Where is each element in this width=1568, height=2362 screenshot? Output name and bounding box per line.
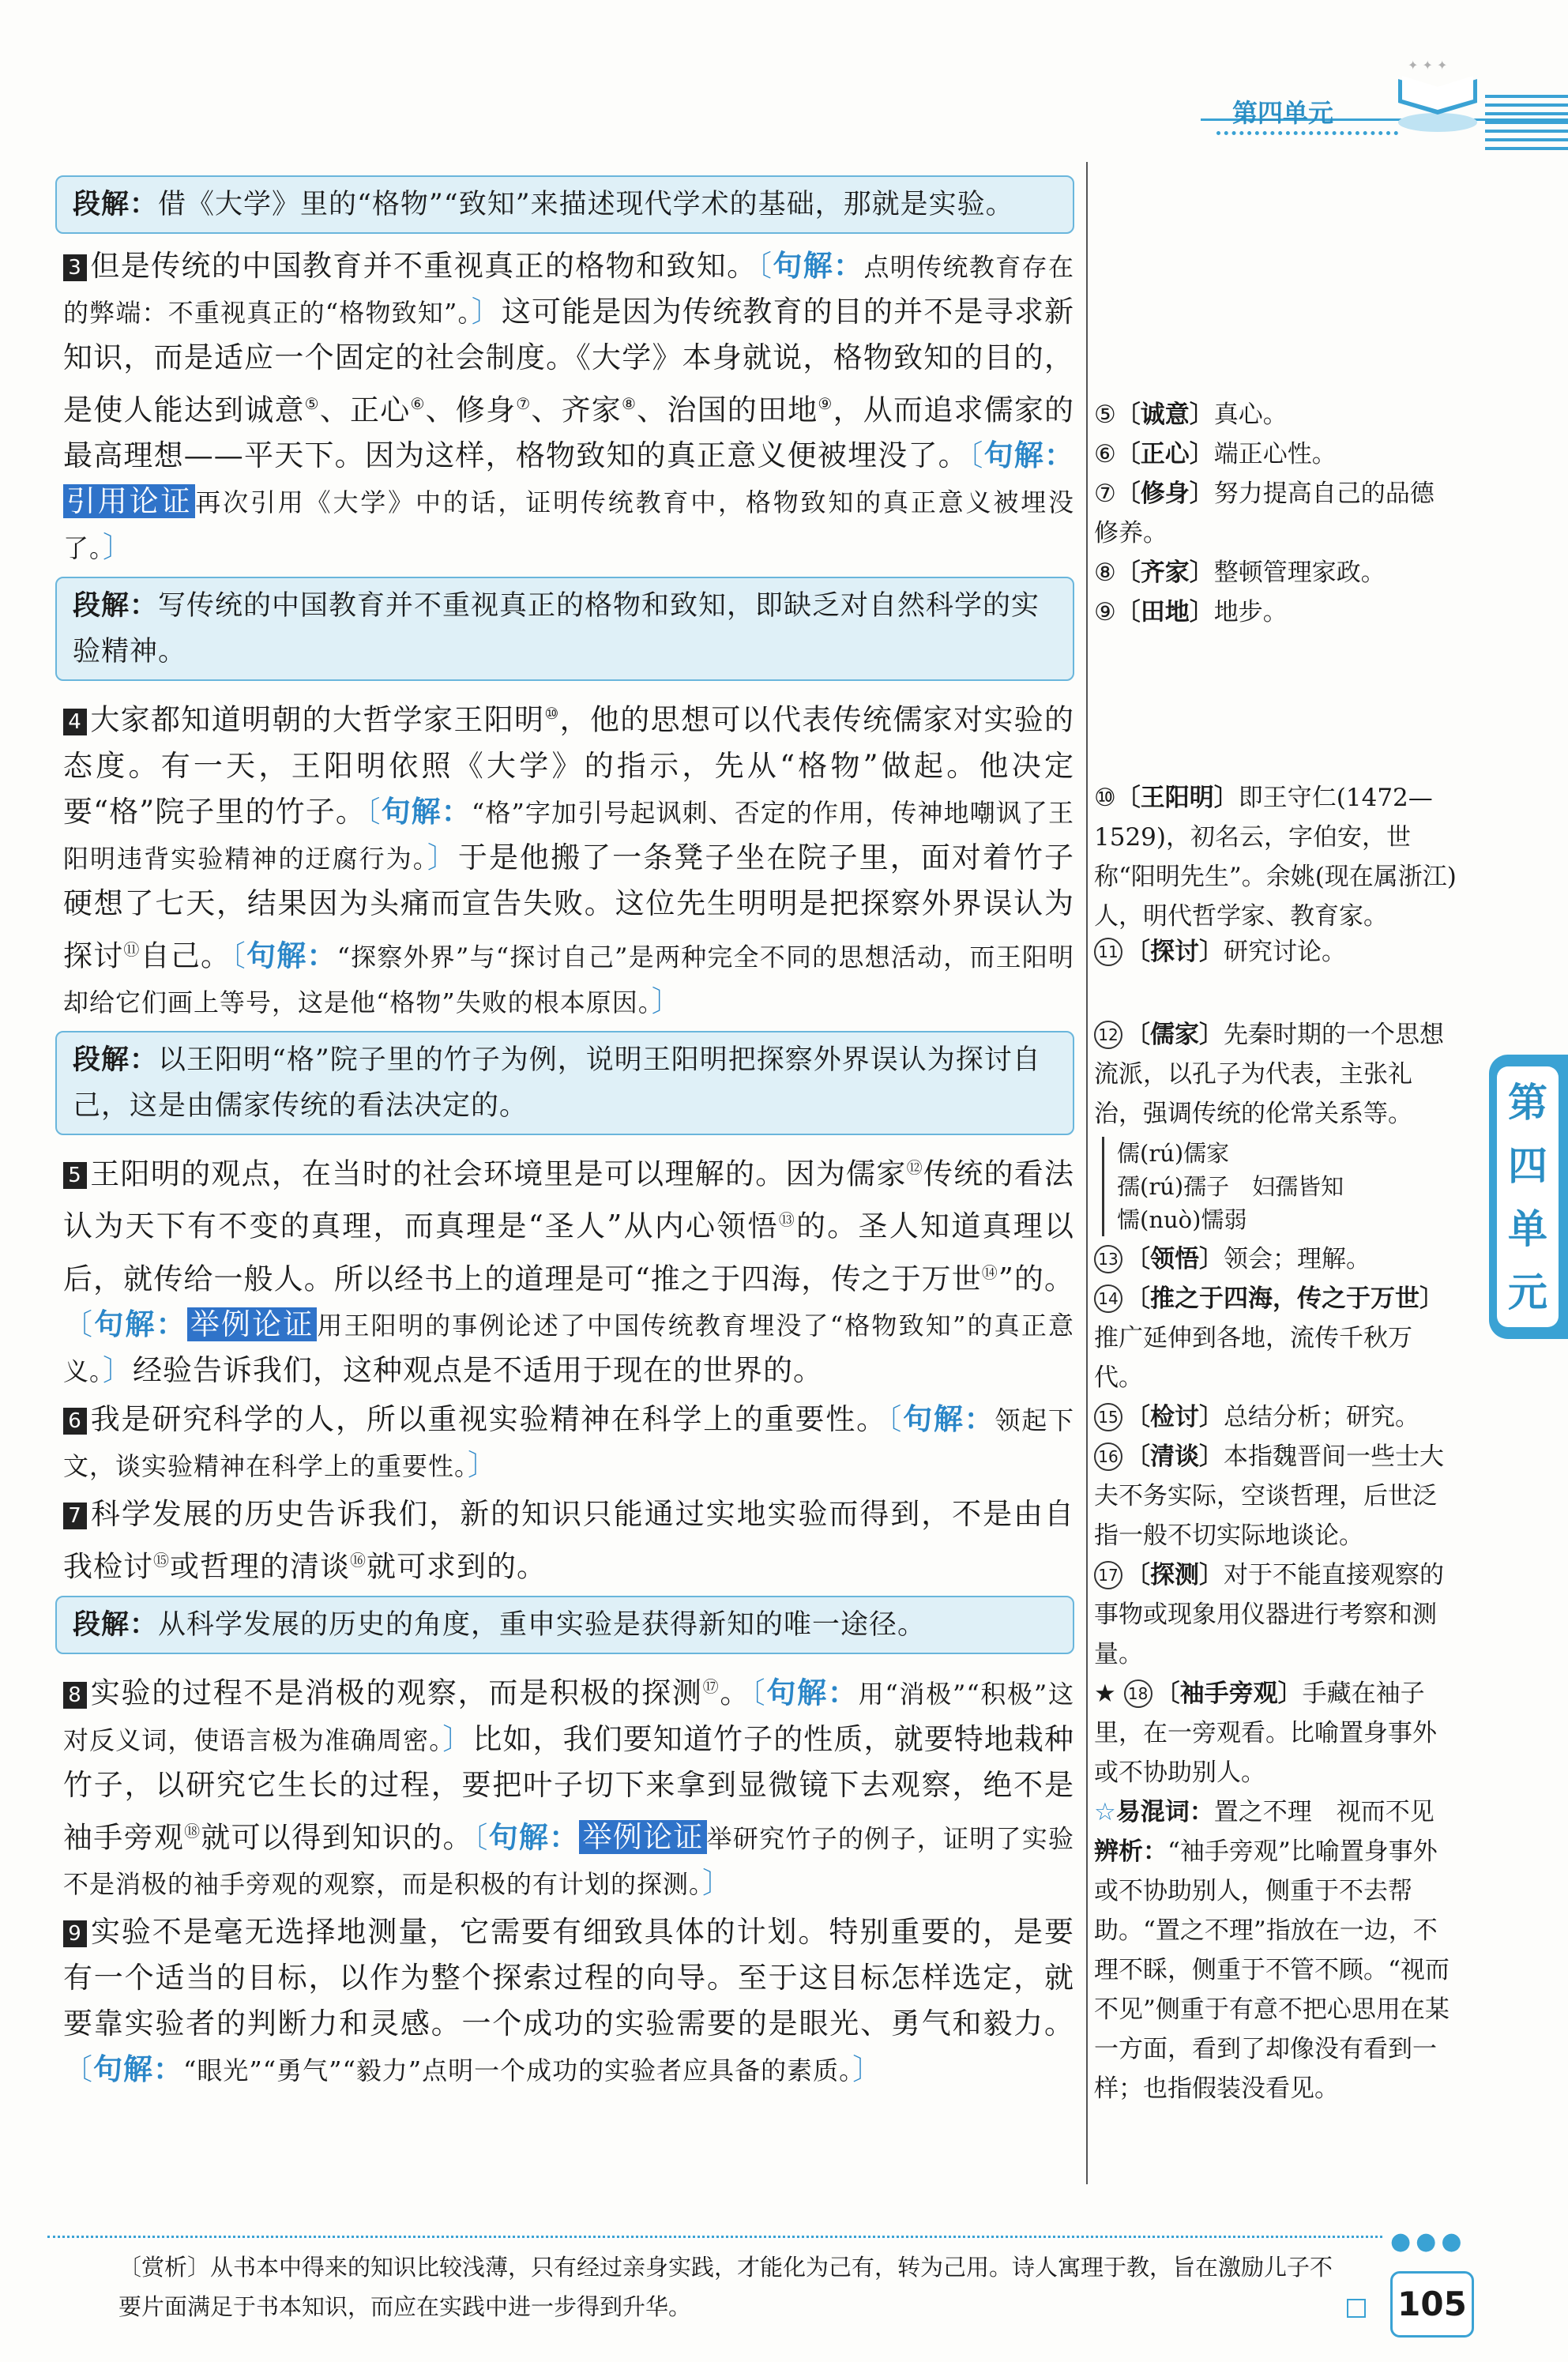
glossary-item: 11 〔探讨〕研究讨论。	[1094, 932, 1457, 972]
svg-text:✦ ✦ ✦: ✦ ✦ ✦	[1408, 58, 1448, 73]
glossary-item: 17 〔探测〕对于不能直接观察的事物或现象用仪器进行考察和测量。	[1094, 1561, 1444, 1668]
glossary-item: 16 〔清谈〕本指魏晋间一些士大夫不务实际，空谈哲理，后世泛指一般不切实际地谈论。	[1094, 1442, 1444, 1550]
glossary-item: 15 〔检讨〕总结分析；研究。	[1094, 1397, 1457, 1437]
paragraph-9: 9 实验不是毫无选择地测量，它需要有细致具体的计划。特别重要的，是要有一个适当的目标，以作为整个探索过程的向导。至于这目标怎样选定，就要靠实验者的判断力和灵感。一个成功的实验需要的是眼光、勇气和毅力。〔句解：“眼光”“勇气”“毅力”点明一个成功的实验者应具备的素质。〕	[63, 1914, 1074, 2086]
paragraph-number: 7	[63, 1503, 87, 1529]
hollow-star-icon: ☆	[1094, 1798, 1116, 1826]
page-number: 105	[1390, 2271, 1474, 2338]
glossary-item: ★ 18 〔袖手旁观〕手藏在袖子里，在一旁观看。比喻置身事外或不协助别人。	[1094, 1679, 1437, 1787]
sentence-note: “格”字加引号起讽刺、否定的作用，传神地嘲讽了王阳明违背实验精神的迂腐行为。	[63, 797, 1074, 874]
glossary-block-4	[1094, 1015, 1457, 2108]
paragraph-number: 6	[63, 1408, 87, 1435]
glossary-item: ⑤〔诚意〕真心。	[1094, 401, 1288, 429]
paragraph-3: 3 但是传统的中国教育并不重视真正的格物和致知。〔句解：点明传统教育存在的弊端：不重视真正的“格物致知”。〕这可能是因为传统教育的目的并不是寻求新知识，而是适应一个固定的社会制度。《大学》本身就说，格物致知的目的，是使人能达到诚意⑤、正心⑥、修身⑦、齐家⑧、治国的田地⑨，从而追求儒家的最高理想——平天下。因为这样，格物致知的真正意义便被埋没了。〔句解：引用论证 再次引用《大学》中的话，证明传统教育中，格物致知的真正意义被埋没了。〕	[63, 249, 1075, 565]
sentence-note: 用“消极”“积极”这对反义词，使语言极为准确周密。	[63, 1679, 1075, 1755]
glossary-item: ⑨〔田地〕地步。	[1094, 598, 1288, 626]
sentence-note: 领起下文，谈实验精神在科学上的重要性。	[63, 1405, 1075, 1481]
glossary-item: ⑦〔修身〕努力提高自己的品德修养。	[1094, 480, 1435, 547]
glossary-item: ⑥〔正心〕端正心性。	[1094, 440, 1337, 468]
method-tag: 引用论证	[63, 484, 195, 518]
glossary-item: ⑩〔王阳明〕即王守仁(1472—1529)，初名云，字伯安，世称“阳明先生”。余姚(现在属浙江)人，明代哲学家、教育家。	[1094, 784, 1457, 931]
appreciation-note: 〔赏析〕从书本中得来的知识比较浅薄，只有经过亲身实践，才能化为己有，转为己用。诗人寓理于教，旨在激励儿子不要片面满足于书本知识，而应在实践中进一步得到升华。	[118, 2254, 1333, 2320]
paragraph-7: 7 科学发展的历史告诉我们，新的知识只能通过实地实验而得到，不是由自我检讨⑮或哲理的清谈⑯就可求到的。	[63, 1496, 1074, 1584]
glossary-item: 12 〔儒家〕先秦时期的一个思想流派，以孔子为代表，主张礼治，强调传统的伦常关系等。	[1094, 1021, 1444, 1128]
paragraph-number: 8	[63, 1682, 87, 1709]
paragraph-summary-2: 段解：写传统的中国教育并不重视真正的格物和致知，即缺乏对自然科学的实验精神。	[55, 577, 1074, 681]
paragraph-summary-4: 段解：从科学发展的历史的角度，重申实验是获得新知的唯一途径。	[55, 1596, 1074, 1654]
paragraph-5: 5 王阳明的观点，在当时的社会环境里是可以理解的。因为儒家⑫传统的看法认为天下有不变的真理，而真理是“圣人”从内心领悟⑬的。圣人知道真理以后，就传给一般人。所以经书上的道理是可“推之于四海，传之于万世⑭”的。〔句解： 举例论证 用王阳明的事例论述了中国传统教育埋没了“格物致知”的真正意义。〕经验告诉我们，这种观点是不适用于现在的世界的。	[63, 1157, 1075, 1387]
unit-side-tab-label: 第 四 单 元	[1497, 1066, 1559, 1327]
sentence-note: “眼光”“勇气”“毅力”点明一个成功的实验者应具备的素质。	[183, 2055, 853, 2086]
square-icon	[1347, 2299, 1366, 2318]
paragraph-8: 8 实验的过程不是消极的观察，而是积极的探测⑰。〔句解：用“消极”“积极”这对反义词，使语言极为准确周密。〕比如，我们要知道竹子的性质，就要特地栽种竹子，以研究它生长的过程，要把叶子切下来拿到显微镜下去观察，绝不是袖手旁观⑱就可以得到知识的。〔句解： 举例论证 举研究竹子的例子，证明了实验不是消极的袖手旁观的观察，而是积极的有计划的探测。〕	[63, 1676, 1075, 1900]
paragraph-number: 4	[63, 709, 87, 735]
method-tag: 举例论证	[187, 1307, 318, 1341]
footer-rule	[47, 2236, 1382, 2238]
paragraph-number: 9	[63, 1920, 87, 1947]
paragraph-summary-3: 段解：以王阳明“格”院子里的竹子为例，说明王阳明把探察外界误认为探讨自己，这是由儒家传统的看法决定的。	[55, 1031, 1074, 1135]
paragraph-4: 4 大家都知道明朝的大哲学家王阳明⑩，他的思想可以代表传统儒家对实验的态度。有一天，王阳明依照《大学》的指示，先从“格物”做起。他决定要“格”院子里的竹子。〔句解：“格”字加引号起讽刺、否定的作用，传神地嘲讽了王阳明违背实验精神的迂腐行为。〕于是他搬了一条凳子坐在院子里，面对着竹子硬想了七天，结果因为头痛而宣告失败。这位先生明明是把探察外界误认为探讨⑪自己。〔句解：“探察外界”与“探讨自己”是两种完全不同的思想活动，而王阳明却给它们画上等号，这是他“格物”失败的根本原因。〕	[63, 702, 1075, 1018]
sentence-note: 再次引用《大学》中的话，证明传统教育中，格物致知的真正意义被埋没了。	[63, 487, 1074, 564]
column-divider	[1086, 162, 1088, 2184]
paragraph-number: 3	[63, 254, 87, 281]
sentence-note: “探察外界”与“探讨自己”是两种完全不同的思想活动，而王阳明却给它们画上等号，这是他“格物”失败的根本原因。	[63, 941, 1075, 1017]
star-icon: ★	[1094, 1679, 1116, 1708]
glossary-block-3	[1094, 932, 1457, 972]
sentence-note: 点明传统教育存在的弊端：不重视真正的“格物致知”。	[63, 252, 1075, 328]
glossary-block-1	[1094, 395, 1457, 632]
glossary-item: 13 〔领悟〕领会；理解。	[1094, 1239, 1457, 1279]
open-book-icon	[1390, 47, 1485, 142]
footer-dots: ●●●	[1390, 2228, 1467, 2255]
glossary-block-2	[1094, 778, 1457, 936]
distinction-note: 辨析：“袖手旁观”比喻置身事外或不协助别人，侧重于不去帮助。“置之不理”指放在一边，不理不睬，侧重于不管不顾。“视而不见”侧重于有意不把心思用在某一方面，看到了却像没有看到一样；也指假装没看见。	[1094, 1837, 1450, 2103]
method-tag: 举例论证	[579, 1820, 706, 1854]
glossary-item: 14 〔推之于四海，传之于万世〕推广延伸到各地，流传千秋万代。	[1094, 1284, 1444, 1392]
header-stripes	[1485, 95, 1568, 150]
sentence-note: 用王阳明的事例论述了中国传统教育埋没了“格物致知”的真正意义。	[63, 1310, 1075, 1386]
sentence-note: 举研究竹子的例子，证明了实验不是消极的袖手旁观的观察，而是积极的有计划的探测。	[63, 1822, 1075, 1899]
glossary-item: ⑧〔齐家〕整顿管理家政。	[1094, 559, 1386, 587]
paragraph-summary-1: 段解：借《大学》里的“格物”“致知”来描述现代学术的基础，那就是实验。	[55, 175, 1074, 234]
main-text-column	[63, 166, 1074, 2093]
unit-label: 第四单元	[1232, 98, 1334, 128]
confusable-words: ☆易混词：置之不理 视而不见	[1094, 1798, 1435, 1826]
header-dots	[1216, 131, 1398, 135]
paragraph-number: 5	[63, 1162, 87, 1189]
similar-characters: 儒(rú)儒家 孺(rú)孺子 妇孺皆知 懦(nuò)懦弱	[1102, 1137, 1457, 1236]
paragraph-6: 6 我是研究科学的人，所以重视实验精神在科学上的重要性。〔句解：领起下文，谈实验精神在科学上的重要性。〕	[63, 1401, 1075, 1482]
